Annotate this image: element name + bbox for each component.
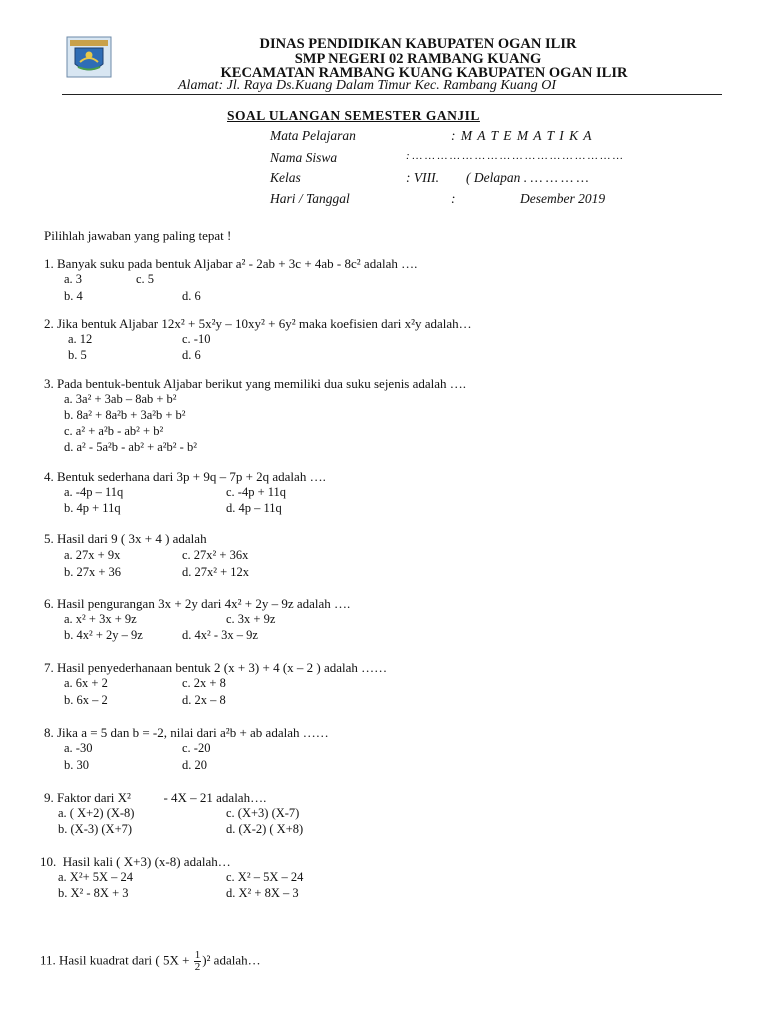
q8-option-c: c. -20 xyxy=(182,741,211,755)
fraction-numerator: 1 xyxy=(194,949,201,961)
question-2: 2. Jika bentuk Aljabar 12x² + 5x²y – 10xy² + 6y² maka koefisien dari x²y adalah… xyxy=(44,316,472,331)
q4-option-d: d. 4p – 11q xyxy=(226,501,282,515)
fraction-denominator: 2 xyxy=(194,961,201,973)
header-rule xyxy=(62,94,722,95)
q3-option-d: d. a² - 5a²b - ab² + a²b² - b² xyxy=(64,440,197,454)
field-label-name: Nama Siswa xyxy=(270,150,338,165)
question-4: 4. Bentuk sederhana dari 3p + 9q – 7p + 2q adalah …. xyxy=(44,469,326,484)
q9-option-b: b. (X-3) (X+7) xyxy=(58,822,133,836)
field-value-date: : xyxy=(451,191,456,206)
q10-option-b: b. X² - 8X + 3 xyxy=(58,886,129,900)
q4-option-b: b. 4p + 11q xyxy=(64,501,121,515)
field-extra-date: Desember 2019 xyxy=(520,191,606,206)
q10-option-a: a. X²+ 5X – 24 xyxy=(58,870,134,884)
fraction-one-half xyxy=(194,950,202,973)
q7-option-b: b. 6x – 2 xyxy=(64,693,108,707)
q1-option-d: d. 6 xyxy=(182,289,201,303)
instruction: Pilihlah jawaban yang paling tepat ! xyxy=(44,228,232,243)
q3-option-a: a. 3a² + 3ab – 8ab + b² xyxy=(64,392,177,406)
q4-option-c: c. -4p + 11q xyxy=(226,485,287,499)
q8-option-a: a. -30 xyxy=(64,741,93,755)
q9-option-c: c. (X+3) (X-7) xyxy=(226,806,300,820)
question-8: 8. Jika a = 5 dan b = -2, nilai dari a²b + ab adalah …… xyxy=(44,725,329,740)
q6-option-c: c. 3x + 9z xyxy=(226,612,276,626)
q7-option-d: d. 2x – 8 xyxy=(182,693,226,707)
q7-option-c: c. 2x + 8 xyxy=(182,676,226,690)
question-11 xyxy=(40,950,261,973)
q1-option-c: c. 5 xyxy=(136,272,155,286)
q1-option-a: a. 3 xyxy=(64,272,83,286)
q5-option-c: c. 27x² + 36x xyxy=(182,548,249,562)
q6-option-b: b. 4x² + 2y – 9z xyxy=(64,628,143,642)
q10-option-c: c. X² – 5X – 24 xyxy=(226,870,304,884)
q2-option-a: a. 12 xyxy=(68,332,93,346)
field-label-subject: Mata Pelajaran xyxy=(270,128,356,143)
q5-option-d: d. 27x² + 12x xyxy=(182,565,250,579)
q10-option-d: d. X² + 8X – 3 xyxy=(226,886,299,900)
q2-option-d: d. 6 xyxy=(182,348,201,362)
q8-option-d: d. 20 xyxy=(182,758,207,772)
q5-option-a: a. 27x + 9x xyxy=(64,548,121,562)
header-school: SMP NEGERI 02 RAMBANG KUANG xyxy=(294,51,542,67)
q5-option-b: b. 27x + 36 xyxy=(64,565,122,579)
field-value-name: : … … … … … … … … … … … … … … … … … xyxy=(406,150,623,162)
q3-option-c: c. a² + a²b - ab² + b² xyxy=(64,424,164,438)
q9-option-a: a. ( X+2) (X-8) xyxy=(58,806,135,820)
exam-title: SOAL ULANGAN SEMESTER GANJIL xyxy=(227,108,480,123)
question-7: 7. Hasil penyederhanaan bentuk 2 (x + 3) + 4 (x – 2 ) adalah …… xyxy=(44,660,388,675)
q8-option-b: b. 30 xyxy=(64,758,89,772)
field-label-class: Kelas xyxy=(270,170,301,185)
question-10: 10. Hasil kali ( X+3) (x-8) adalah… xyxy=(40,854,231,869)
field-label-date: Hari / Tanggal xyxy=(270,191,350,206)
field-value-subject: : M A T E M A T I K A xyxy=(451,128,593,143)
field-value-class: : VIII. xyxy=(406,170,439,185)
field-extra-class: ( Delapan . … … … … xyxy=(466,170,589,185)
q9-option-d: d. (X-2) ( X+8) xyxy=(226,822,304,836)
q6-option-a: a. x² + 3x + 9z xyxy=(64,612,137,626)
q7-option-a: a. 6x + 2 xyxy=(64,676,108,690)
question-6: 6. Hasil pengurangan 3x + 2y dari 4x² + 2y – 9z adalah …. xyxy=(44,596,351,611)
question-1: 1. Banyak suku pada bentuk Aljabar a² - 2ab + 3c + 4ab - 8c² adalah …. xyxy=(44,256,418,271)
q6-option-d: d. 4x² - 3x – 9z xyxy=(182,628,258,642)
q1-option-b: b. 4 xyxy=(64,289,83,303)
header-district: KECAMATAN RAMBANG KUANG KABUPATEN OGAN ILIR xyxy=(220,65,628,81)
header-address: Alamat: Jl. Raya Ds.Kuang Dalam Timur Kec. Rambang Kuang OI xyxy=(178,78,556,93)
header-agency: DINAS PENDIDIKAN KABUPATEN OGAN ILIR xyxy=(259,36,577,52)
q4-option-a: a. -4p – 11q xyxy=(64,485,124,499)
question-3: 3. Pada bentuk-bentuk Aljabar berikut yang memiliki dua suku sejenis adalah …. xyxy=(44,376,467,391)
question-11-prefix: 11. Hasil kuadrat dari ( 5X + xyxy=(40,952,190,968)
question-9: 9. Faktor dari X² - 4X – 21 adalah…. xyxy=(44,790,267,805)
q2-option-b: b. 5 xyxy=(68,348,87,362)
q2-option-c: c. -10 xyxy=(182,332,211,346)
question-11-suffix: )² adalah… xyxy=(202,952,261,968)
question-5: 5. Hasil dari 9 ( 3x + 4 ) adalah xyxy=(44,531,207,546)
q3-option-b: b. 8a² + 8a²b + 3a²b + b² xyxy=(64,408,186,422)
